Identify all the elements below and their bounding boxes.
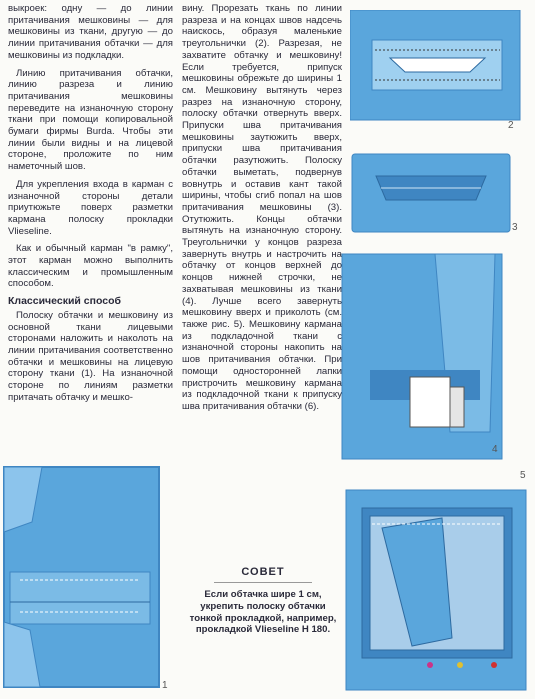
tip-title: СОВЕТ (241, 566, 285, 578)
divider (214, 582, 312, 583)
figure-number: 1 (162, 680, 168, 691)
figure-number: 3 (512, 222, 518, 233)
tip-body: Если обтачка шире 1 см, укрепить полоску обтачки тонкой прокладкой, например, прокладкой Vlieseline H 180. (189, 589, 337, 636)
paragraph: Линию притачивания обтачки, линию разреза и линию притачивания мешковины переведите на изнаночную сторону ткани при помощи копировальной бумаги фирмы Burda. Чтобы эти линии были видны и на лицевой стороне, проложите по ним наметочный шов. (8, 67, 173, 173)
section-heading: Классический способ (8, 295, 121, 308)
figure-1-illustration (0, 462, 170, 694)
figure-5-illustration (342, 488, 532, 696)
paragraph: Для укрепления входа в карман с изнаночной стороны детали приутюжьте поверх разметки кармана полоску прокладки Vlieseline. (8, 178, 173, 237)
paragraph: вину. Прорезать ткань по линии разреза и на концах швов надсечь наискось, образуя маленькие треугольнички (2). Разрезая, не захватите обтачку и мешковину! Если требуется, припуск мешковины обрежьте до ширины 1 см. Мешковину вытянуть через разрез на изнаночную сторону, полоску обтачки отвернуть вверх. Припуски шва притачивания мешковины заутюжить вверх, припуски шва притачивания обтачки разутюжить. Полоску обтачки выметать, подвернув вовнутрь и оставив кант такой ширины, чтобы сгиб попал на шов притачивания мешковины (3). Отутюжить. Концы обтачки вытянуть на изнаночную сторону. Треугольнички у концов разреза завернуть внутрь и настрочить на обтачку от концов верхней до концов нижней строчки, не захватывая мешковины из ткани (4). Лучше всего завернуть мешковину вверх и приколоть (см. также рис. 5). Мешковину кармана из подкладочной ткани с изнаночной стороны накопить на шов притачивания обтачки. При помощи односторонней лапки пристрочить мешковину кармана из подкладочной ткани к припуску шва притачивания обтачки (6). (182, 3, 342, 412)
figure-4-illustration (340, 252, 510, 462)
figure-number: 5 (520, 470, 526, 481)
paragraph: Полоску обтачки и мешковину из основной ткани лицевыми сторонами наложить и наколоть на линии притачивания соответственно обтачки и мешковины на лицевую сторону ткани (1). На изнаночной стороне по линиям разметки притачать обтачку и мешко- (8, 309, 173, 403)
figure-number: 4 (492, 444, 498, 455)
figure-number: 2 (508, 120, 514, 131)
figure-3-illustration (346, 148, 521, 238)
figure-2-illustration (350, 10, 530, 125)
tip-box (184, 566, 342, 636)
paragraph: выкроек: одну — до линии притачивания мешковины — для мешковины из ткани, другую — до линии притачивания обтачки — для мешковины из подкладки. (8, 3, 173, 61)
paragraph: Как и обычный карман "в рамку", этот карман можно выполнить классическим и промышленным способом. (8, 243, 173, 290)
text-column-1 (8, 3, 173, 410)
text-column-2 (182, 3, 342, 419)
